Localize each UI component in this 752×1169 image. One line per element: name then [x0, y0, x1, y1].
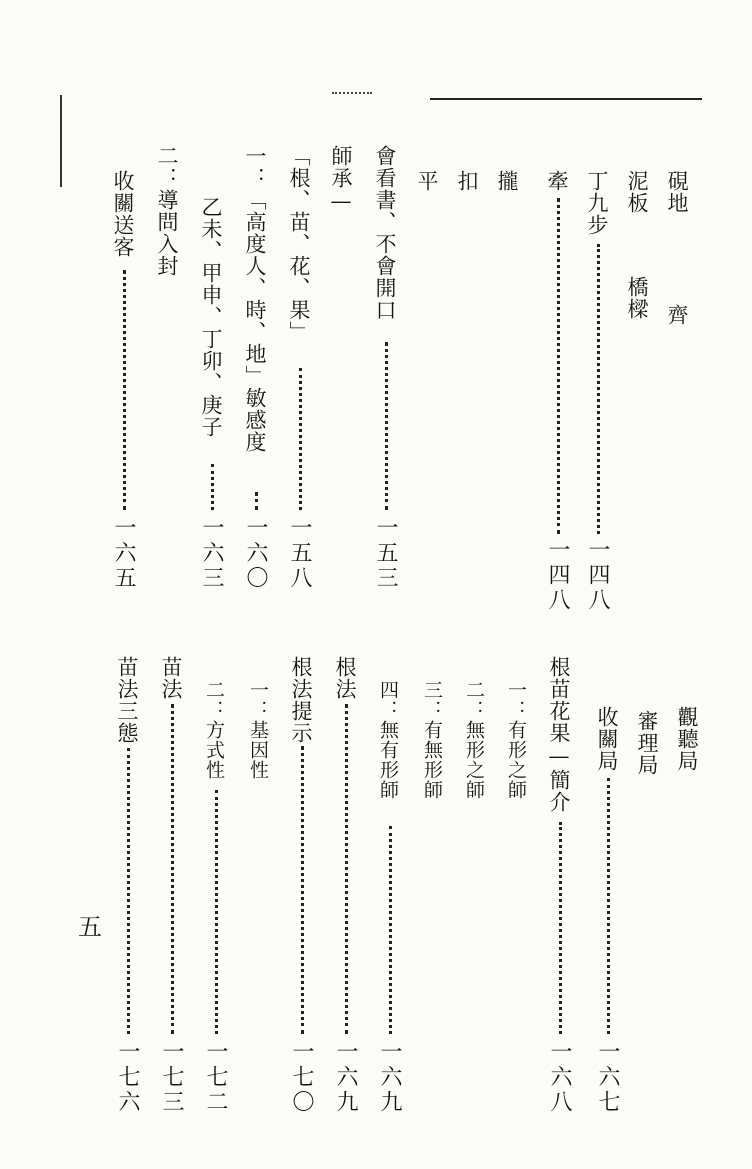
leader-dots — [171, 704, 174, 1034]
leader-dots — [385, 342, 388, 510]
toc-entry-title: 四：無有形師 — [377, 680, 399, 800]
leader-dots — [557, 198, 560, 534]
leader-dots — [389, 826, 392, 1034]
toc-entry-title: 扣 — [455, 170, 479, 192]
page-folio: 五 — [78, 913, 102, 941]
toc-entry-title: 二：無形之師 — [463, 680, 485, 800]
toc-entry-title: 審理局 — [635, 710, 659, 776]
toc-entry-title: 根苗花果—簡介 — [547, 656, 571, 813]
margin-rule — [60, 95, 62, 187]
toc-entry-title: 攏 — [495, 170, 519, 192]
toc-page-number: 一五八 — [287, 516, 312, 591]
toc-entry-title: 一：有形之師 — [505, 680, 527, 800]
toc-entry-title: 二：方式性 — [203, 680, 225, 780]
toc-page-number: 一六五 — [111, 516, 136, 591]
toc-entry-title: 硯地 — [665, 170, 689, 214]
leader-dots — [255, 492, 258, 510]
toc-entry-title: 收關局 — [595, 706, 619, 772]
toc-entry-title: 泥板 — [625, 170, 649, 214]
toc-entry-title: 苗法三態 — [115, 656, 139, 744]
leader-dots — [299, 368, 302, 510]
leader-dots — [123, 270, 126, 510]
toc-page-number: 一七三 — [159, 1040, 184, 1115]
toc-entry-title: 牽 — [545, 170, 569, 192]
toc-entry-title: 根法提示 — [289, 656, 313, 744]
toc-entry-title: 一：「高度人、時、地」敏感度 — [243, 145, 267, 453]
toc-entry-title: 齊 — [665, 304, 689, 326]
toc-entry-title: 乙未、甲申、丁卯、庚子 — [199, 196, 223, 438]
toc-page-number: 一七〇 — [289, 1040, 314, 1115]
toc-page-number: 一六九 — [333, 1040, 358, 1115]
toc-page-number: 一七六 — [115, 1040, 140, 1115]
leader-dots — [301, 746, 304, 1034]
toc-page-number: 一四八 — [545, 538, 570, 613]
leader-dots — [597, 244, 600, 534]
toc-entry-title: 「根、苗、花、果」 — [287, 145, 311, 343]
toc-entry-title: 苗法 — [159, 656, 183, 700]
toc-page-number: 一七二 — [203, 1040, 228, 1115]
toc-page-number: 一六八 — [547, 1040, 572, 1115]
leader-dots — [559, 822, 562, 1034]
toc-page-number: 一六〇 — [243, 516, 268, 591]
toc-entry-title: 平 — [415, 170, 439, 192]
toc-entry-title: 根法 — [333, 656, 357, 700]
toc-entry-title: 二：導問入封 — [155, 145, 179, 277]
toc-page-number: 一六七 — [595, 1040, 620, 1115]
toc-entry-title: 收關送客 — [111, 170, 135, 258]
leader-dots — [215, 790, 218, 1034]
toc-page-number: 一四八 — [585, 538, 610, 613]
toc-entry-title: 橋樑 — [625, 276, 649, 320]
toc-page-number: 一六三 — [199, 516, 224, 591]
toc-entry-title: 會看書、不會開口 — [373, 145, 397, 321]
toc-entry-title: 一：基因性 — [247, 680, 269, 780]
top-rule — [430, 98, 702, 100]
leader-dots — [211, 464, 214, 510]
toc-entry-title: 三：有無形師 — [421, 680, 443, 800]
toc-page-number: 一六九 — [377, 1040, 402, 1115]
top-dots — [332, 92, 372, 94]
toc-page-number: 一五三 — [373, 516, 398, 591]
toc-entry-title: 丁九步 — [585, 170, 609, 236]
leader-dots — [127, 748, 130, 1034]
leader-dots — [345, 704, 348, 1034]
leader-dots — [607, 778, 610, 1034]
toc-entry-title: 觀聽局 — [675, 706, 699, 772]
toc-entry-title: 師承— — [329, 145, 353, 214]
